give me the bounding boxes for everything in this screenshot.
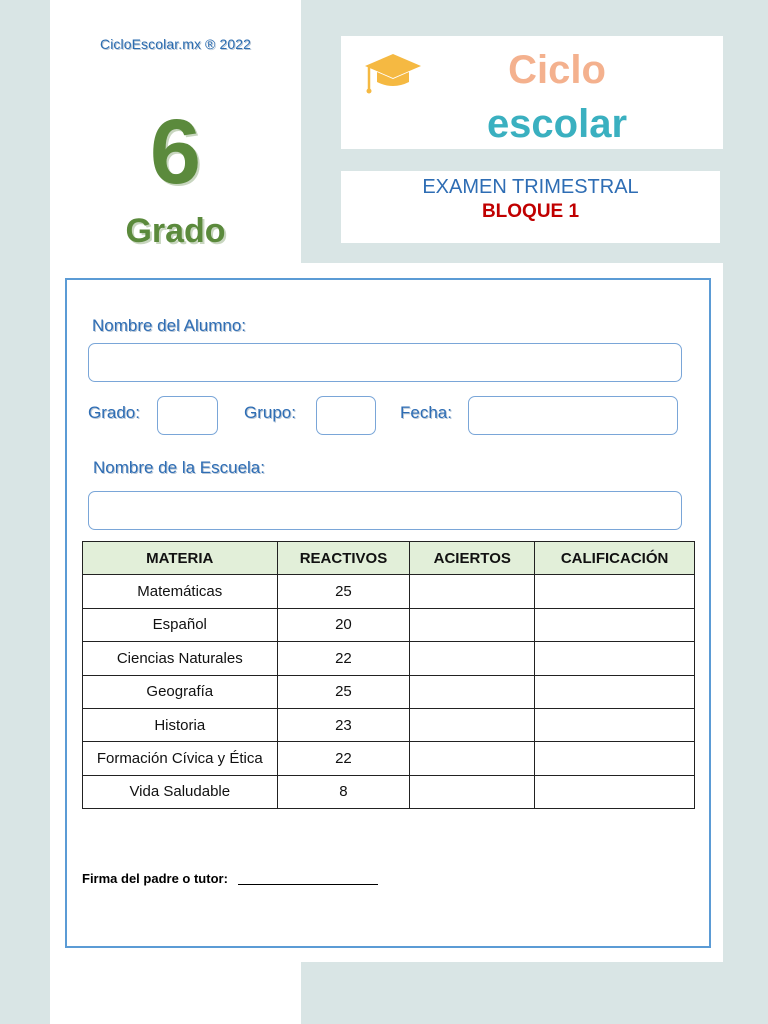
subject-cell: Historia <box>83 708 278 741</box>
subject-cell: Español <box>83 608 278 641</box>
signature-label: Firma del padre o tutor: <box>82 871 228 886</box>
items-cell: 20 <box>277 608 410 641</box>
header-calificacion: CALIFICACIÓN <box>535 542 695 575</box>
exam-block: BLOQUE 1 <box>481 201 580 222</box>
table-row <box>83 575 695 608</box>
subject-cell: Matemáticas <box>83 575 278 608</box>
school-name-label: Nombre de la Escuela: <box>93 458 265 477</box>
correct-cell[interactable] <box>410 675 535 708</box>
table-header-row <box>83 542 695 575</box>
student-name-label: Nombre del Alumno: <box>92 316 247 335</box>
date-field[interactable] <box>468 396 678 435</box>
header-reactivos: REACTIVOS <box>277 542 410 575</box>
grades-table <box>82 541 695 809</box>
group-label: Grupo: <box>244 403 296 422</box>
table-row <box>83 775 695 808</box>
correct-cell[interactable] <box>410 642 535 675</box>
subject-cell: Ciencias Naturales <box>83 642 278 675</box>
copyright-text: CicloEscolar.mx ® 2022 <box>99 36 252 52</box>
logo-box <box>341 36 723 149</box>
subject-cell: Formación Cívica y Ética <box>83 742 278 775</box>
items-cell: 8 <box>277 775 410 808</box>
table-row <box>83 675 695 708</box>
score-cell[interactable] <box>535 608 695 641</box>
correct-cell[interactable] <box>410 775 535 808</box>
correct-cell[interactable] <box>410 708 535 741</box>
table-row <box>83 608 695 641</box>
table-row <box>83 742 695 775</box>
header-materia: MATERIA <box>83 542 278 575</box>
items-cell: 22 <box>277 742 410 775</box>
exam-title-box <box>341 171 720 243</box>
signature-line[interactable] <box>238 884 378 885</box>
score-cell[interactable] <box>535 742 695 775</box>
student-name-field[interactable] <box>88 343 682 382</box>
header-aciertos: ACIERTOS <box>410 542 535 575</box>
table-row <box>83 708 695 741</box>
correct-cell[interactable] <box>410 575 535 608</box>
logo-escolar-text: escolar <box>486 102 628 146</box>
score-cell[interactable] <box>535 775 695 808</box>
score-cell[interactable] <box>535 642 695 675</box>
school-name-field[interactable] <box>88 491 682 530</box>
subject-cell: Vida Saludable <box>83 775 278 808</box>
logo-ciclo-text: Ciclo <box>508 48 606 92</box>
items-cell: 25 <box>277 675 410 708</box>
score-cell[interactable] <box>535 708 695 741</box>
score-cell[interactable] <box>535 575 695 608</box>
correct-cell[interactable] <box>410 742 535 775</box>
table-row <box>83 642 695 675</box>
date-label: Fecha: <box>400 403 452 422</box>
group-field[interactable] <box>316 396 376 435</box>
grade-field[interactable] <box>157 396 218 435</box>
score-cell[interactable] <box>535 675 695 708</box>
items-cell: 25 <box>277 575 410 608</box>
grade-word: Grado <box>125 212 226 250</box>
correct-cell[interactable] <box>410 608 535 641</box>
exam-title: EXAMEN TRIMESTRAL <box>422 176 639 198</box>
subject-cell: Geografía <box>83 675 278 708</box>
grade-number: 6 <box>149 101 202 203</box>
items-cell: 23 <box>277 708 410 741</box>
items-cell: 22 <box>277 642 410 675</box>
grade-label: Grado: <box>88 403 140 422</box>
